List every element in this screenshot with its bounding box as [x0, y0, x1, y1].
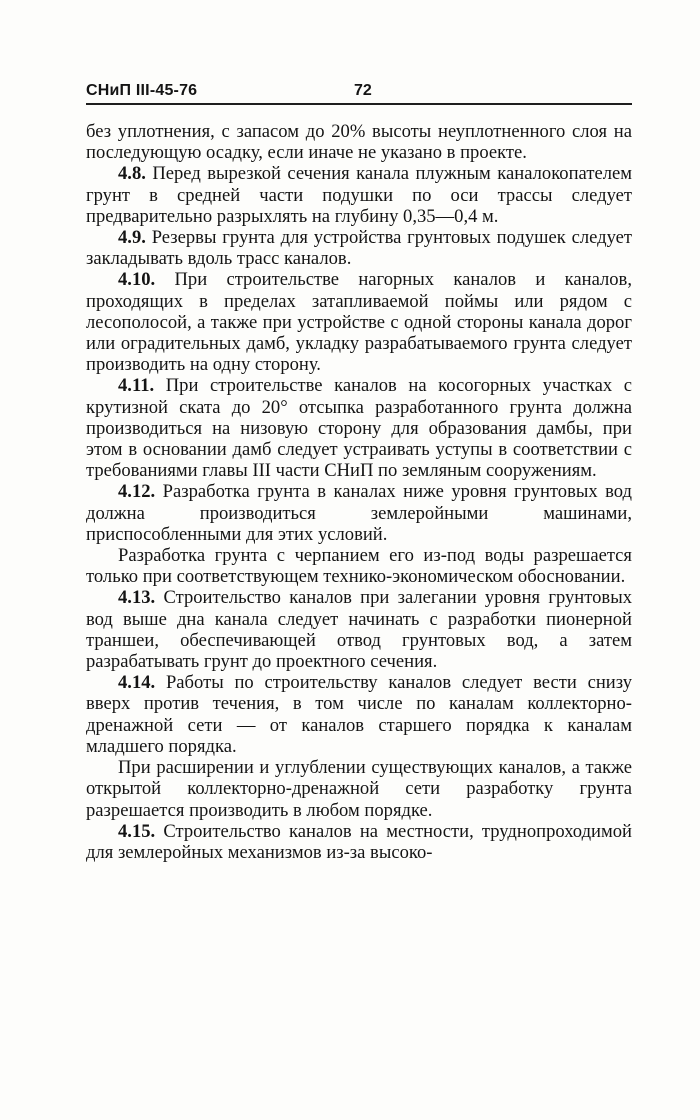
- paragraph-4-10: [86, 269, 632, 375]
- paragraph-4-13: [86, 587, 632, 672]
- paragraph-4-14: [86, 672, 632, 757]
- paragraph-text: Строительство каналов на местности, труднопроходимой для землеройных механизмов из-за высоко-: [86, 820, 632, 863]
- paragraph-number: 4.9.: [118, 227, 146, 249]
- paragraph-number: 4.11.: [118, 375, 155, 397]
- paragraph-number: 4.10.: [118, 269, 156, 291]
- paragraph-number: 4.15.: [118, 820, 156, 842]
- paragraph-4-8: [86, 163, 632, 227]
- paragraph-text: Разработка грунта в каналах ниже уровня грунтовых вод должна производиться землеройными машинами, приспособленными для этих условий.: [86, 481, 632, 545]
- paragraph-4-11: [86, 375, 632, 481]
- document-code: СНиП III-45-76: [86, 82, 198, 99]
- document-body: [86, 121, 632, 863]
- paragraph-text: При строительстве нагорных каналов и каналов, проходящих в пределах затапливаемой поймы или рядом с лесополосой, а также при устройстве с одной стороны канала дорог или оградительных дамб, укладку разрабатываемого грунта следует производить на одну сторону.: [86, 269, 632, 376]
- paragraph-4-14-continued: [86, 757, 632, 821]
- paragraph-number: 4.8.: [118, 163, 146, 185]
- page-number: 72: [354, 82, 372, 99]
- paragraph-4-15: [86, 821, 632, 863]
- paragraph-text: Строительство каналов при залегании уровня грунтовых вод выше дна канала следует начинать с разработки пионерной траншеи, обеспечивающей отвод грунтовых вод, а затем разрабатывать грунт до проектного сечения.: [86, 587, 632, 673]
- paragraph-continuation: [86, 121, 632, 163]
- paragraph-text: При расширении и углублении существующих каналов, а также открытой коллекторно-дренажной сети разработку грунта разрешается производить в любом порядке.: [86, 757, 632, 821]
- paragraph-number: 4.14.: [118, 672, 156, 694]
- paragraph-text: без уплотнения, с запасом до 20% высоты неуплотненного слоя на последующую осадку, если иначе не указано в проекте.: [86, 121, 632, 164]
- paragraph-4-12-continued: [86, 545, 632, 587]
- page-header: [86, 82, 632, 104]
- header-rule: [86, 103, 632, 105]
- paragraph-number: 4.12.: [118, 481, 156, 503]
- paragraph-4-12: [86, 481, 632, 545]
- paragraph-text: Разработка грунта с черпанием его из-под воды разрешается только при соответствующем технико-экономическом обосновании.: [86, 545, 632, 588]
- paragraph-text: Работы по строительству каналов следует вести снизу вверх против течения, в том числе по каналам коллекторно-дренажной сети — от каналов старшего порядка к каналам младшего порядка.: [86, 672, 632, 757]
- paragraph-text: Резервы грунта для устройства грунтовых подушек следует закладывать вдоль трасс каналов.: [86, 227, 632, 270]
- paragraph-text: Перед вырезкой сечения канала плужным каналокопателем грунт в средней части подушки по оси трассы следует предварительно разрыхлять на глубину 0,35—0,4 м.: [86, 163, 632, 227]
- paragraph-number: 4.13.: [118, 587, 156, 609]
- paragraph-4-9: [86, 227, 632, 269]
- paragraph-text: При строительстве каналов на косогорных участках с крутизной ската до 20° отсыпка разработанного грунта должна производиться на низовую сторону для образования дамбы, при этом в основании дамб следует устраивать уступы в соответствии с требованиями главы III части СНиП по земляным сооружениям.: [86, 375, 632, 482]
